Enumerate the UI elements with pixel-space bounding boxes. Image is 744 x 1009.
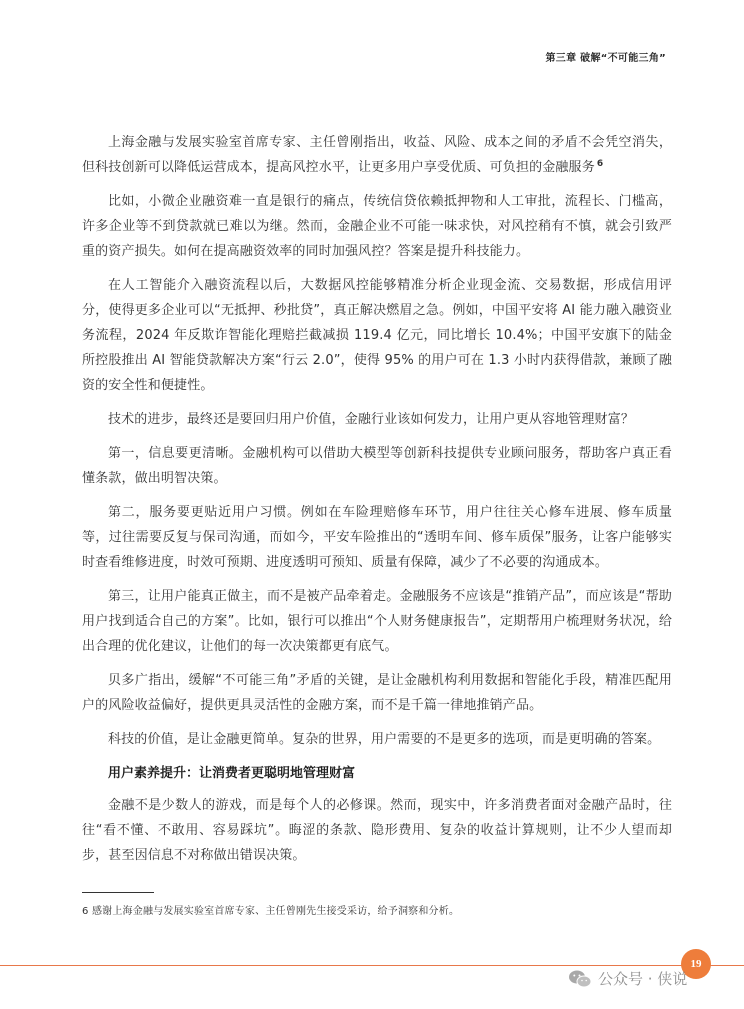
paragraph-1	[82, 130, 672, 180]
footnote-ref[interactable]: 6	[596, 158, 604, 169]
paragraph-9: 科技的价值，是让金融更简单。复杂的世界，用户需要的不是更多的选项，而是更明确的答案。	[108, 732, 661, 747]
paragraph-2: 比如，小微企业融资难一直是银行的痛点，传统信贷依赖抵押物和人工审批，流程长、门槛高，许多企业等不到贷款就已难以为继。然而，金融企业不可能一味求快，对风控稍有不慎，就会引致严重的资产损失。如何在提高融资效率的同时加强风控？答案是提升科技能力。	[82, 194, 672, 259]
paragraph-7: 第三，让用户能真正做主，而不是被产品牵着走。金融服务不应该是“推销产品”，而应该是“帮助用户找到适合自己的方案”。比如，银行可以推出“个人财务健康报告”，定期帮用户梳理财务状况，给出合理的优化建议，让他们的每一次决策都更有底气。	[82, 589, 672, 654]
watermark	[568, 968, 687, 989]
paragraph-5: 第一，信息要更清晰。金融机构可以借助大模型等创新科技提供专业顾问服务，帮助客户真正看懂条款，做出明智决策。	[82, 446, 672, 486]
footnote: 6 感谢上海金融与发展实验室首席专家、主任曾刚先生接受采访，给予洞察和分析。	[82, 906, 460, 917]
article-body	[82, 130, 672, 877]
watermark-text: 公众号 · 侠说	[598, 970, 688, 988]
paragraph-4: 技术的进步，最终还是要回归用户价值，金融行业该如何发力，让用户更从容地管理财富？	[108, 412, 635, 427]
page-number-badge: 19	[681, 949, 711, 979]
section-heading: 用户素养提升：让消费者更聪明地管理财富	[108, 766, 356, 781]
paragraph-6: 第二，服务要更贴近用户习惯。例如在车险理赔修车环节，用户往往关心修车进展、修车质量等，过往需要反复与保司沟通，而如今，平安车险推出的“透明车间、修车质保”服务，让客户能够实时查看维修进度，时效可预期、进度透明可预知、质量有保障，减少了不必要的沟通成本。	[82, 505, 672, 570]
footer-rule	[0, 965, 744, 966]
section-paragraph: 金融不是少数人的游戏，而是每个人的必修课。然而，现实中，许多消费者面对金融产品时，往往“看不懂、不敢用、容易踩坑”。晦涩的条款、隐形费用、复杂的收益计算规则，让不少人望而却步，甚至因信息不对称做出错误决策。	[82, 798, 672, 863]
paragraph-3: 在人工智能介入融资流程以后，大数据风控能够精准分析企业现金流、交易数据，形成信用评分，使得更多企业可以“无抵押、秒批贷”，真正解决燃眉之急。例如，中国平安将 AI 能力融入融资业务流程，2024 年反欺诈智能化理赔拦截减损 119.4 亿元，同比增长 10.4%；中国平安旗下的陆金所控股推出 AI 智能贷款解决方案“行云 2.0”，使得 95% 的用户可在 1.3 小时内获得借款，兼顾了融资的安全性和便捷性。	[82, 278, 672, 393]
paragraph-8: 贝多广指出，缓解“不可能三角”矛盾的关键，是让金融机构利用数据和智能化手段，精准匹配用户的风险收益偏好，提供更具灵活性的金融方案，而不是千篇一律地推销产品。	[82, 673, 672, 713]
wechat-icon	[568, 969, 592, 989]
paragraph-1-text: 上海金融与发展实验室首席专家、主任曾刚指出，收益、风险、成本之间的矛盾不会凭空消失，但科技创新可以降低运营成本，提高风控水平，让更多用户享受优质、可负担的金融服务	[82, 135, 672, 175]
footnote-divider	[82, 892, 154, 893]
chapter-header: 第三章 破解“不可能三角”	[545, 53, 666, 64]
